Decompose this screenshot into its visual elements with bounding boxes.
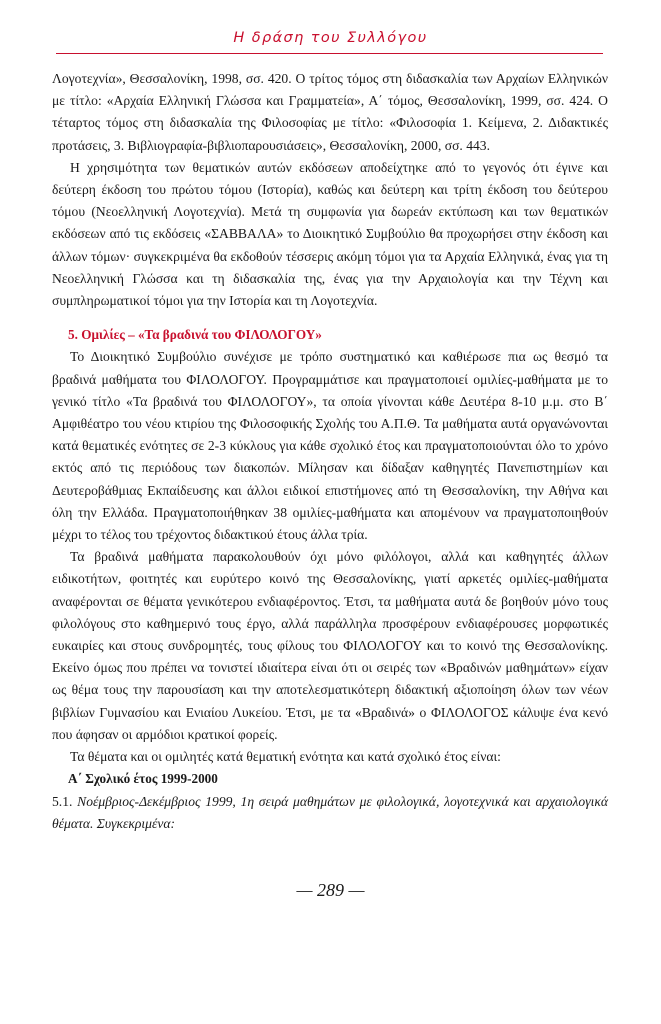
paragraph-topics-intro: Τα θέματα και οι ομιλητές κατά θεματική ενότητα και κατά σχολικό έτος είναι: [70, 749, 501, 765]
running-header: Η δράση του Συλλόγου [233, 30, 428, 46]
paragraph-editions: Η χρησιμότητα των θεματικών αυτών εκδόσεων αποδείχτηκε από το γεγονός ότι έγινε και δεύτερη έκδοση του πρώτου τόμου (Ιστορία), καθώς και δεύτερη και τρίτη έκδοση του δεύτερου τόμου (Νεοελληνική Λογοτεχνία). Μετά τη συμφωνία για δωρεάν εκτύπωση και των θεματικών εκδόσεων από τις εκδόσεις «ΣΑΒΒΑΛΑ» το Διοικητικό Συμβούλιο θα προχωρήσει στην έκδοση και άλλων τόμων· συγκεκριμένα θα εκδοθούν τέσσερις ακόμη τόμοι για τα Αρχαία Ελληνικά, ένας για τη Νεοελληνική Γλώσσα και τη διδασκαλία της, ένας για την Αρχαιολογία και την Τέχνη και συμπληρωματικοί τόμοι για την Ιστορία και τη Λογοτεχνία. [52, 159, 608, 309]
school-year-heading: Α΄ Σχολικό έτος 1999-2000 [68, 771, 218, 787]
header-rule [56, 53, 603, 54]
list-item-number: 5.1. [52, 793, 73, 809]
spacer [52, 312, 608, 324]
list-item [52, 791, 608, 835]
paragraph-audience: Τα βραδινά μαθήματα παρακολουθούν όχι μόνο φιλόλογοι, αλλά και καθηγητές άλλων ειδικοτήτων, φοιτητές και ευρύτερο κοινό της Θεσσαλονίκης, γιατί αρκετές ομιλίες-μαθήματα αναφέρονται σε θέματα γενικότερου ενδιαφέροντος. Έτσι, τα μαθήματα αυτά δε βοηθούν μόνο τους φιλολόγους στο καθημερινό τους έργο, αλλά παράλληλα προσφέρουν ενδιαφέρουσες μορφωτικές ευκαιρίες και στους συνδρομητές, τους φίλους του ΦΙΛΟΛΟΓΟΥ και το κοινό της Θεσσαλονίκης. Εκείνο όμως που πρέπει να τονιστεί ιδιαίτερα είναι ότι οι σειρές των «Βραδινών μαθημάτων» είχαν ως θέμα τους την παρουσίαση και την αποτελεσματικότερη διδακτική αξιοποίηση όλων των νέων βιβλίων Γυμνασίου και Ενιαίου Λυκείου. Έτσι, με τα «Βραδινά» ο ΦΙΛΟΛΟΓΟΣ κάλυψε ένα κενό που άφησαν οι αρμόδιοι κρατικοί φορείς. [52, 549, 608, 742]
page-number: — 289 — [296, 880, 365, 900]
section-heading: 5. Ομιλίες – «Τα βραδινά του ΦΙΛΟΛΟΓΟΥ» [68, 327, 322, 343]
body-text [52, 68, 608, 835]
paragraph-lectures: Το Διοικητικό Συμβούλιο συνέχισε με τρόπο συστηματικό και καθιέρωσε πια ως θεσμό τα βραδινά μαθήματα του ΦΙΛΟΛΟΓΟΥ. Προγραμμάτισε και πραγματοποιεί ομιλίες-μαθήματα με το γενικό τίτλο «Τα βραδινά του ΦΙΛΟΛΟΓΟΥ», τα οποία γίνονται κάθε Δευτέρα 8-10 μ.μ. στο Β΄ Αμφιθέατρο του νέου κτιρίου της Φιλοσοφικής Σχολής του Α.Π.Θ. Τα μαθήματα αυτά οργανώνονται κατά θεματικές ενότητες σε 2-3 κύκλους για κάθε σχολικό έτος και πραγματοποιούνται όλο το χρόνο εκτός από τις περιόδους των διακοπών. Μίλησαν και δίδαξαν καθηγητές Πανεπιστημίων και Δευτεροβάθμιας Εκπαίδευσης και άλλοι ειδικοί επιστήμονες από τη Θεσσαλονίκη, την Αθήνα και όλη την Ελλάδα. Πραγματοποιήθηκαν 38 ομιλίες-μαθήματα και απομένουν να πραγματοποιηθούν μέχρι το τέλος του τρέχοντος διδακτικού έτους άλλα τρία. [52, 349, 608, 543]
paragraph-continued: Λογοτεχνία», Θεσσαλονίκη, 1998, σσ. 420. Ο τρίτος τόμος στη διδασκαλία των Αρχαίων Ελληνικών με τίτλο: «Αρχαία Ελληνική Γλώσσα και Γραμματεία», Α΄ τόμος, Θεσσαλονίκη, 1999, σσ. 424. Ο τέταρτος τόμος στη διδασκαλία της Φιλοσοφίας με τίτλο: «Φιλοσοφία 1. Κείμενα, 2. Διδακτικές προτάσεις, 3. Βιβλιογραφία-βιβλιοπαρουσιάσεις», Θεσσαλονίκη, 2000, σσ. 443. [52, 71, 608, 153]
list-item-text: Νοέμβριος-Δεκέμβριος 1999, 1η σειρά μαθημάτων με φιλολογικά, λογοτεχνικά και αρχαιολογικά θέματα. Συγκεκριμένα: [52, 793, 609, 831]
